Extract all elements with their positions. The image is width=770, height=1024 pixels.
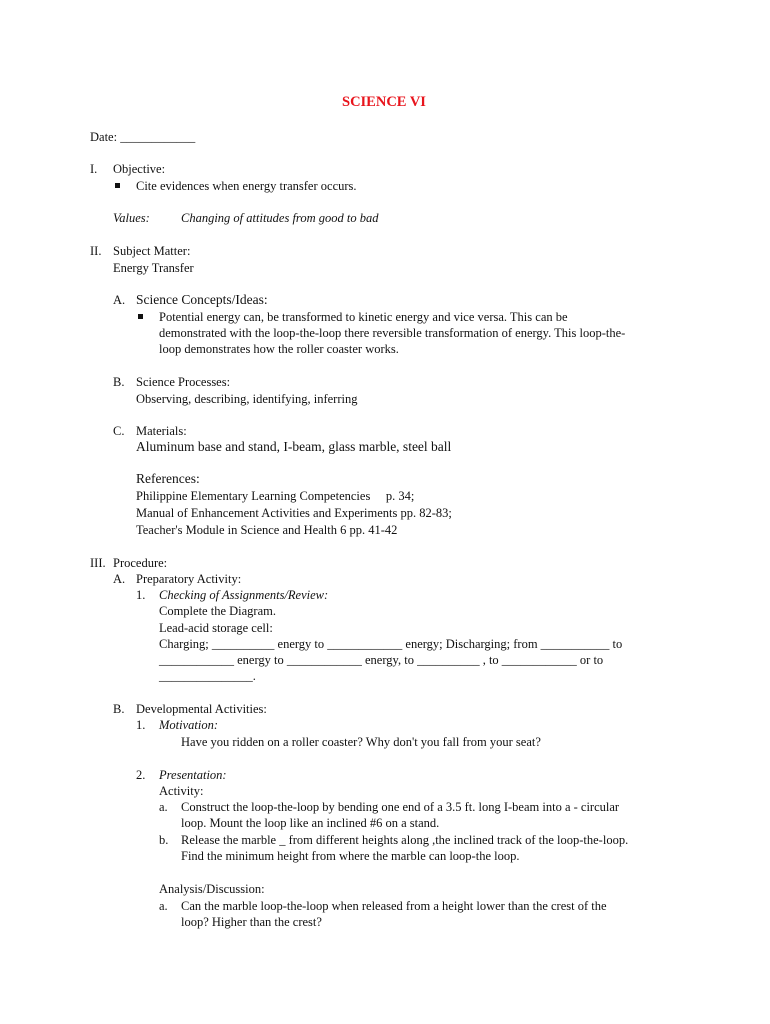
review-line: _______________. — [159, 669, 256, 683]
step-letter: b. — [159, 833, 169, 847]
reference-item: Philippine Elementary Learning Competencies p. 34; — [136, 489, 415, 503]
concept-line: Potential energy can, be transformed to kinetic energy and vice versa. This can be — [159, 310, 568, 324]
section-number: I. — [90, 162, 98, 176]
review-line: Lead-acid storage cell: — [159, 621, 273, 635]
procedure-heading: Procedure: — [113, 556, 168, 570]
step-text — [181, 832, 678, 864]
review-blanks — [159, 636, 677, 684]
analysis-heading: Analysis/Discussion: — [159, 882, 265, 896]
bullet-icon — [115, 183, 120, 188]
motivation-text: Have you ridden on a roller coaster? Why don't you fall from your seat? — [181, 735, 541, 749]
step-line: loop. Mount the loop like an inclined #6 on a stand. — [181, 816, 440, 830]
processes-heading: Science Processes: — [136, 375, 231, 389]
concept-line: demonstrated with the loop-the-loop there reversible transformation of energy. This loop-the- — [159, 326, 626, 340]
subject-matter-heading: Subject Matter: — [113, 244, 191, 258]
subsection-letter: A. — [113, 572, 126, 586]
question-line: Can the marble loop-the-loop when released from a height lower than the crest of the — [181, 899, 607, 913]
step-letter: a. — [159, 800, 168, 814]
item-number: 1. — [136, 718, 146, 732]
step-line: Release the marble _ from different heights along ,the inclined track of the loop-the-loop. — [181, 833, 629, 847]
item-number: 1. — [136, 588, 146, 602]
review-heading: Checking of Assignments/Review: — [159, 588, 329, 602]
concept-text — [159, 309, 677, 357]
reference-item: Teacher's Module in Science and Health 6 pp. 41-42 — [136, 523, 398, 537]
question-line: loop? Higher than the crest? — [181, 915, 322, 929]
review-line: Complete the Diagram. — [159, 604, 276, 618]
preparatory-heading: Preparatory Activity: — [136, 572, 242, 586]
motivation-heading: Motivation: — [159, 718, 219, 732]
section-number: III. — [90, 556, 106, 570]
activity-heading: Activity: — [159, 784, 204, 798]
subsection-letter: A. — [113, 293, 126, 307]
step-line: Construct the loop-the-loop by bending one end of a 3.5 ft. long I-beam into a - circular — [181, 800, 620, 814]
presentation-heading: Presentation: — [159, 768, 227, 782]
subject-topic: Energy Transfer — [113, 261, 194, 275]
objective-heading: Objective: — [113, 162, 166, 176]
item-number: 2. — [136, 768, 146, 782]
developmental-heading: Developmental Activities: — [136, 702, 267, 716]
objective-text: Cite evidences when energy transfer occurs. — [136, 179, 357, 193]
concepts-heading: Science Concepts/Ideas: — [136, 292, 268, 307]
values-label: Values: — [113, 211, 150, 225]
question-text — [181, 898, 678, 930]
date-line: Date: ____________ — [90, 130, 196, 144]
materials-text: Aluminum base and stand, I-beam, glass marble, steel ball — [136, 439, 452, 454]
review-line: ____________ energy to ____________ energy, to __________ , to ____________ or to — [159, 653, 604, 667]
processes-text: Observing, describing, identifying, inferring — [136, 392, 358, 406]
subsection-letter: B. — [113, 702, 125, 716]
concept-line: loop demonstrates how the roller coaster works. — [159, 342, 399, 356]
subsection-letter: B. — [113, 375, 125, 389]
section-number: II. — [90, 244, 102, 258]
question-letter: a. — [159, 899, 168, 913]
review-line: Charging; __________ energy to ____________ energy; Discharging; from ___________ to — [159, 637, 623, 651]
step-text — [181, 799, 678, 831]
values-text: Changing of attitudes from good to bad — [181, 211, 379, 225]
bullet-icon — [138, 314, 143, 319]
step-line: Find the minimum height from where the marble can loop-the loop. — [181, 849, 520, 863]
materials-heading: Materials: — [136, 424, 187, 438]
subsection-letter: C. — [113, 424, 125, 438]
page-title: SCIENCE VI — [342, 94, 426, 110]
reference-item: Manual of Enhancement Activities and Experiments pp. 82-83; — [136, 506, 452, 520]
references-heading: References: — [136, 471, 200, 486]
